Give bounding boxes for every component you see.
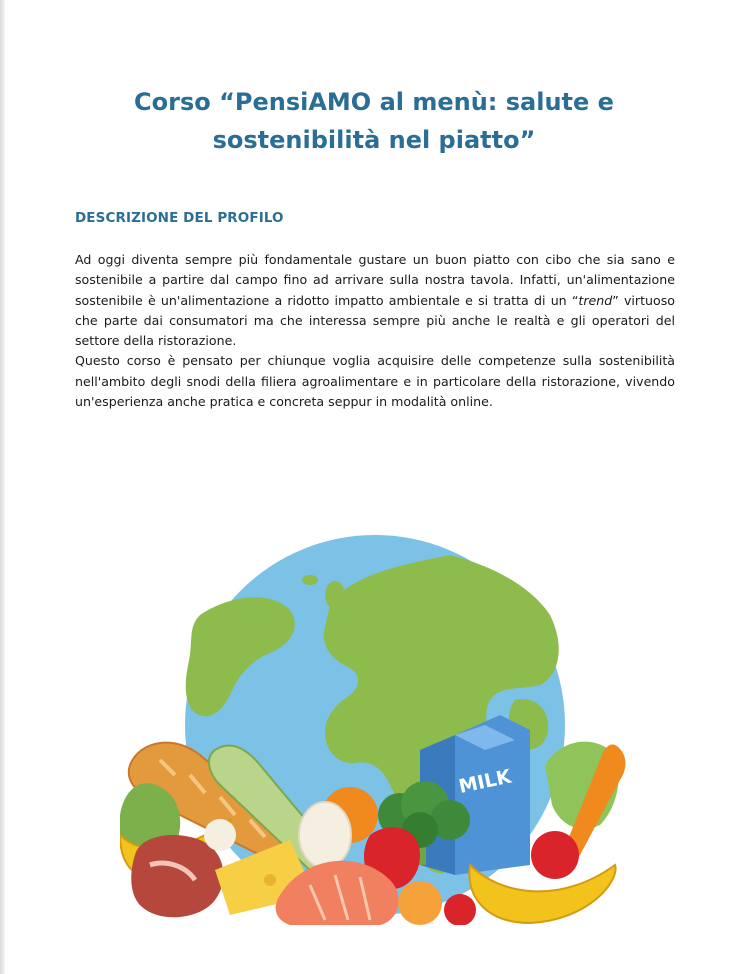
paragraph-1-emphasis: trend: [578, 292, 613, 308]
body-text: [75, 250, 675, 412]
paragraph-1: [75, 250, 675, 351]
globe-land-island: [302, 575, 318, 585]
section-heading: DESCRIZIONE DEL PROFILO: [75, 210, 284, 226]
page-title: [60, 83, 688, 159]
egg: [299, 802, 351, 868]
steak: [131, 835, 223, 917]
title-line-1: Corso “PensiAMO al menù: salute e: [134, 88, 614, 116]
orange-bottom: [398, 881, 442, 925]
apple-bottom: [444, 894, 476, 925]
paragraph-1-start: Ad oggi diventa sempre più fondamentale gustare un buon piatto con cibo che sia sano e sostenibile a partire dal campo fino ad arrivare sulla nostra tavola. Infatti, un'alimentazione sostenibile è un'alimentazione a ridotto impatto ambientale e si tratta di un “: [75, 252, 675, 308]
paragraph-1-end: ” virtuoso che parte dai consumatori ma che interessa sempre più anche le realtà e gli operatori del settore della ristorazione.: [75, 292, 675, 349]
cheese-hole: [264, 874, 276, 886]
title-line-2: sostenibilità nel piatto”: [212, 126, 536, 154]
page-edge: [0, 0, 5, 974]
apple: [531, 831, 579, 879]
paragraph-2: Questo corso è pensato per chiunque voglia acquisire delle competenze sulla sostenibilità nell'ambito degli snodi della filiera agroalimentare e in particolare della ristorazione, vivendo un'esperienza anche pratica e concreta seppur in modalità online.: [75, 353, 675, 410]
globe-food-illustration: [120, 535, 630, 925]
milk-label: MILK: [456, 765, 514, 799]
egg-bottom: [204, 819, 236, 851]
globe-land-uk: [325, 581, 345, 609]
